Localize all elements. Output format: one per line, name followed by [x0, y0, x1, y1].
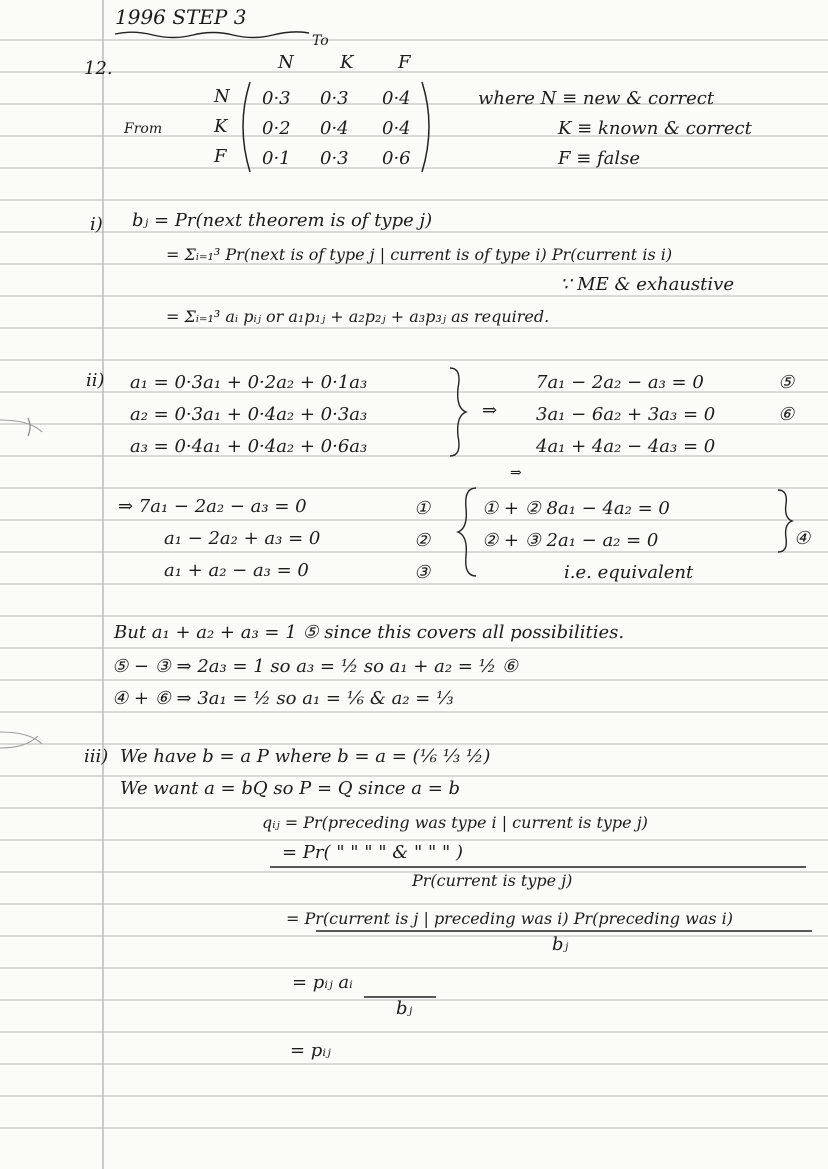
matrix-cell: 0·2	[262, 118, 291, 139]
proof-line: We have b = a P where b = a = (⅙ ⅓ ½)	[120, 746, 491, 767]
conclusion-line: ④ + ⑥ ⇒ 3a₁ = ½ so a₁ = ⅙ & a₂ = ⅓	[112, 688, 454, 709]
question-number: 12.	[84, 58, 113, 79]
punch-hole	[28, 418, 30, 436]
part-label: iii)	[84, 746, 109, 767]
proof-line: = pᵢⱼ aᵢ	[292, 972, 353, 993]
proof-line: = Σᵢ₌₁³ Pr(next is of type j | current is of type i) Pr(current is i)	[166, 245, 673, 264]
equation-line: a₃ = 0·4a₁ + 0·4a₂ + 0·6a₃	[130, 436, 368, 457]
proof-line: = pᵢⱼ	[290, 1040, 331, 1061]
part-label: ii)	[86, 370, 105, 391]
matrix-row-label: N	[214, 86, 230, 107]
proof-line: bⱼ = Pr(next theorem is of type j)	[132, 210, 433, 231]
matrix-from-label: From	[124, 121, 163, 137]
matrix-cell: 0·6	[382, 148, 411, 169]
proof-line: qᵢⱼ = Pr(preceding was type i | current is type j)	[262, 813, 648, 832]
equation-tag: ⑥	[778, 404, 795, 425]
equation-line: a₂ = 0·3a₁ + 0·4a₂ + 0·3a₃	[130, 404, 368, 425]
equation-tag: ①	[414, 498, 431, 519]
proof-line: bⱼ	[396, 998, 413, 1019]
equivalent-note: i.e. equivalent	[564, 562, 694, 583]
equation-line: 3a₁ − 6a₂ + 3a₃ = 0	[536, 404, 716, 425]
matrix-to-label: To	[312, 33, 329, 49]
equation-line: a₁ = 0·3a₁ + 0·2a₂ + 0·1a₃	[130, 372, 368, 393]
equation-line: a₁ + a₂ − a₃ = 0	[164, 560, 309, 581]
conclusion-line: ⑤ − ③ ⇒ 2a₃ = 1 so a₃ = ½ so a₁ + a₂ = ½ ⑥	[112, 656, 518, 677]
proof-line: ∵ ME & exhaustive	[560, 274, 734, 295]
proof-line: = Pr( " " " " & " " " )	[282, 842, 464, 863]
page-title: 1996 STEP 3	[115, 5, 247, 29]
proof-line: We want a = bQ so P = Q since a = b	[120, 778, 461, 799]
matrix-cell: 0·3	[320, 88, 349, 109]
proof-line: = Pr(current is j | preceding was i) Pr(preceding was i)	[286, 909, 734, 928]
combined-brace	[774, 486, 796, 556]
punch-hole-edge	[0, 420, 42, 432]
proof-line: Pr(current is type j)	[412, 871, 573, 890]
definition-line: K ≡ known & correct	[558, 118, 752, 139]
matrix-col-label: K	[340, 52, 354, 73]
combine-brace	[454, 484, 480, 580]
equation-line: ② + ③ 2a₁ − a₂ = 0	[482, 530, 659, 551]
implies-arrow: ⇒	[482, 400, 498, 421]
matrix-cell: 0·1	[262, 148, 291, 169]
proof-line: = Σᵢ₌₁³ aᵢ pᵢⱼ or a₁p₁ⱼ + a₂p₂ⱼ + a₃p₃ⱼ as required.	[166, 307, 550, 326]
equation-line: a₁ − 2a₂ + a₃ = 0	[164, 528, 321, 549]
conclusion-line: But a₁ + a₂ + a₃ = 1 ⑤ since this covers all possibilities.	[114, 622, 625, 643]
matrix-row-label: K	[214, 116, 228, 137]
matrix-cell: 0·3	[262, 88, 291, 109]
system-brace	[446, 364, 472, 460]
matrix-col-label: N	[278, 52, 294, 73]
matrix-col-label: F	[398, 52, 411, 73]
equation-tag: ③	[414, 562, 431, 583]
matrix-cell: 0·4	[382, 118, 411, 139]
equation-line: ⇒ 7a₁ − 2a₂ − a₃ = 0	[118, 496, 307, 517]
proof-line: bⱼ	[552, 934, 569, 955]
equation-tag: ②	[414, 530, 431, 551]
equation-line: ① + ② 8a₁ − 4a₂ = 0	[482, 498, 670, 519]
part-label: i)	[90, 214, 103, 235]
definition-line: where N ≡ new & correct	[478, 88, 715, 109]
matrix-cell: 0·4	[382, 88, 411, 109]
down-arrow: ⇒	[510, 465, 522, 481]
definition-line: F ≡ false	[558, 148, 641, 169]
matrix-cell: 0·3	[320, 148, 349, 169]
equation-line: 4a₁ + 4a₂ − 4a₃ = 0	[536, 436, 716, 457]
matrix-cell: 0·4	[320, 118, 349, 139]
equation-line: 7a₁ − 2a₂ − a₃ = 0	[536, 372, 704, 393]
title-underline	[113, 28, 313, 42]
equation-tag: ④	[794, 528, 811, 549]
matrix-row-label: F	[214, 146, 227, 167]
equation-tag: ⑤	[778, 372, 795, 393]
